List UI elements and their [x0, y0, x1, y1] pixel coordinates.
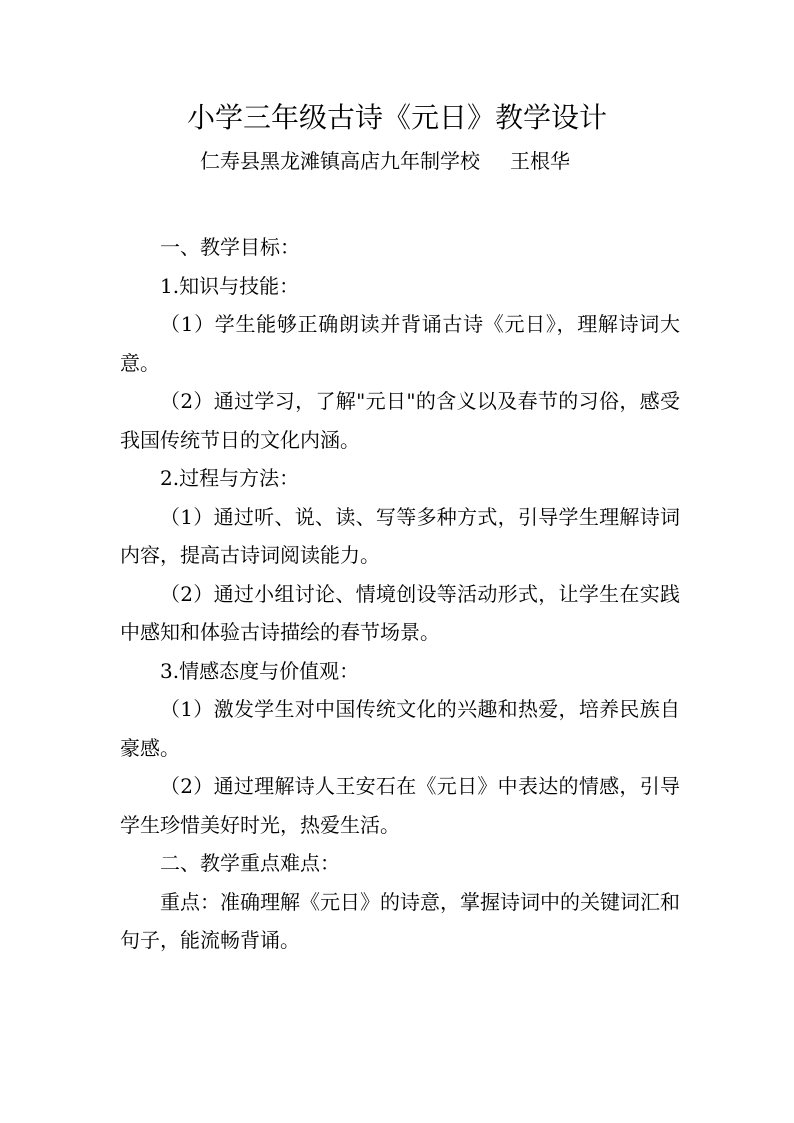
section-heading-key-points: 二、教学重点难点： [160, 851, 340, 875]
subsection-heading-knowledge: 1.知识与技能： [160, 273, 300, 298]
paragraph: （1）激发学生对中国传统文化的兴趣和热爱，培养民族自豪感。 [120, 697, 680, 760]
byline [200, 147, 570, 175]
paragraph: 重点：准确理解《元日》的诗意，掌握诗词中的关键词汇和句子，能流畅背诵。 [120, 889, 680, 952]
document-body [120, 228, 680, 960]
document-title: 小学三年级古诗《元日》教学设计 [186, 101, 607, 134]
paragraph: （2）通过小组讨论、情境创设等活动形式，让学生在实践中感知和体验古诗描绘的春节场景。 [120, 581, 680, 644]
author-name: 王根华 [510, 149, 570, 173]
paragraph: （1）通过听、说、读、写等多种方式，引导学生理解诗词内容，提高古诗词阅读能力。 [120, 504, 680, 567]
subsection-heading-process: 2.过程与方法： [160, 466, 300, 490]
section-heading-objectives: 一、教学目标： [160, 235, 300, 259]
paragraph: （2）通过学习，了解"元日"的含义以及春节的习俗，感受我国传统节日的文化内涵。 [120, 389, 680, 452]
subsection-heading-attitude: 3.情感态度与价值观： [160, 658, 360, 683]
school-name: 仁寿县黑龙滩镇高店九年制学校 [200, 149, 480, 173]
paragraph: （1）学生能够正确朗读并背诵古诗《元日》，理解诗词大意。 [120, 312, 680, 375]
paragraph: （2）通过理解诗人王安石在《元日》中表达的情感，引导学生珍惜美好时光，热爱生活。 [120, 774, 680, 837]
